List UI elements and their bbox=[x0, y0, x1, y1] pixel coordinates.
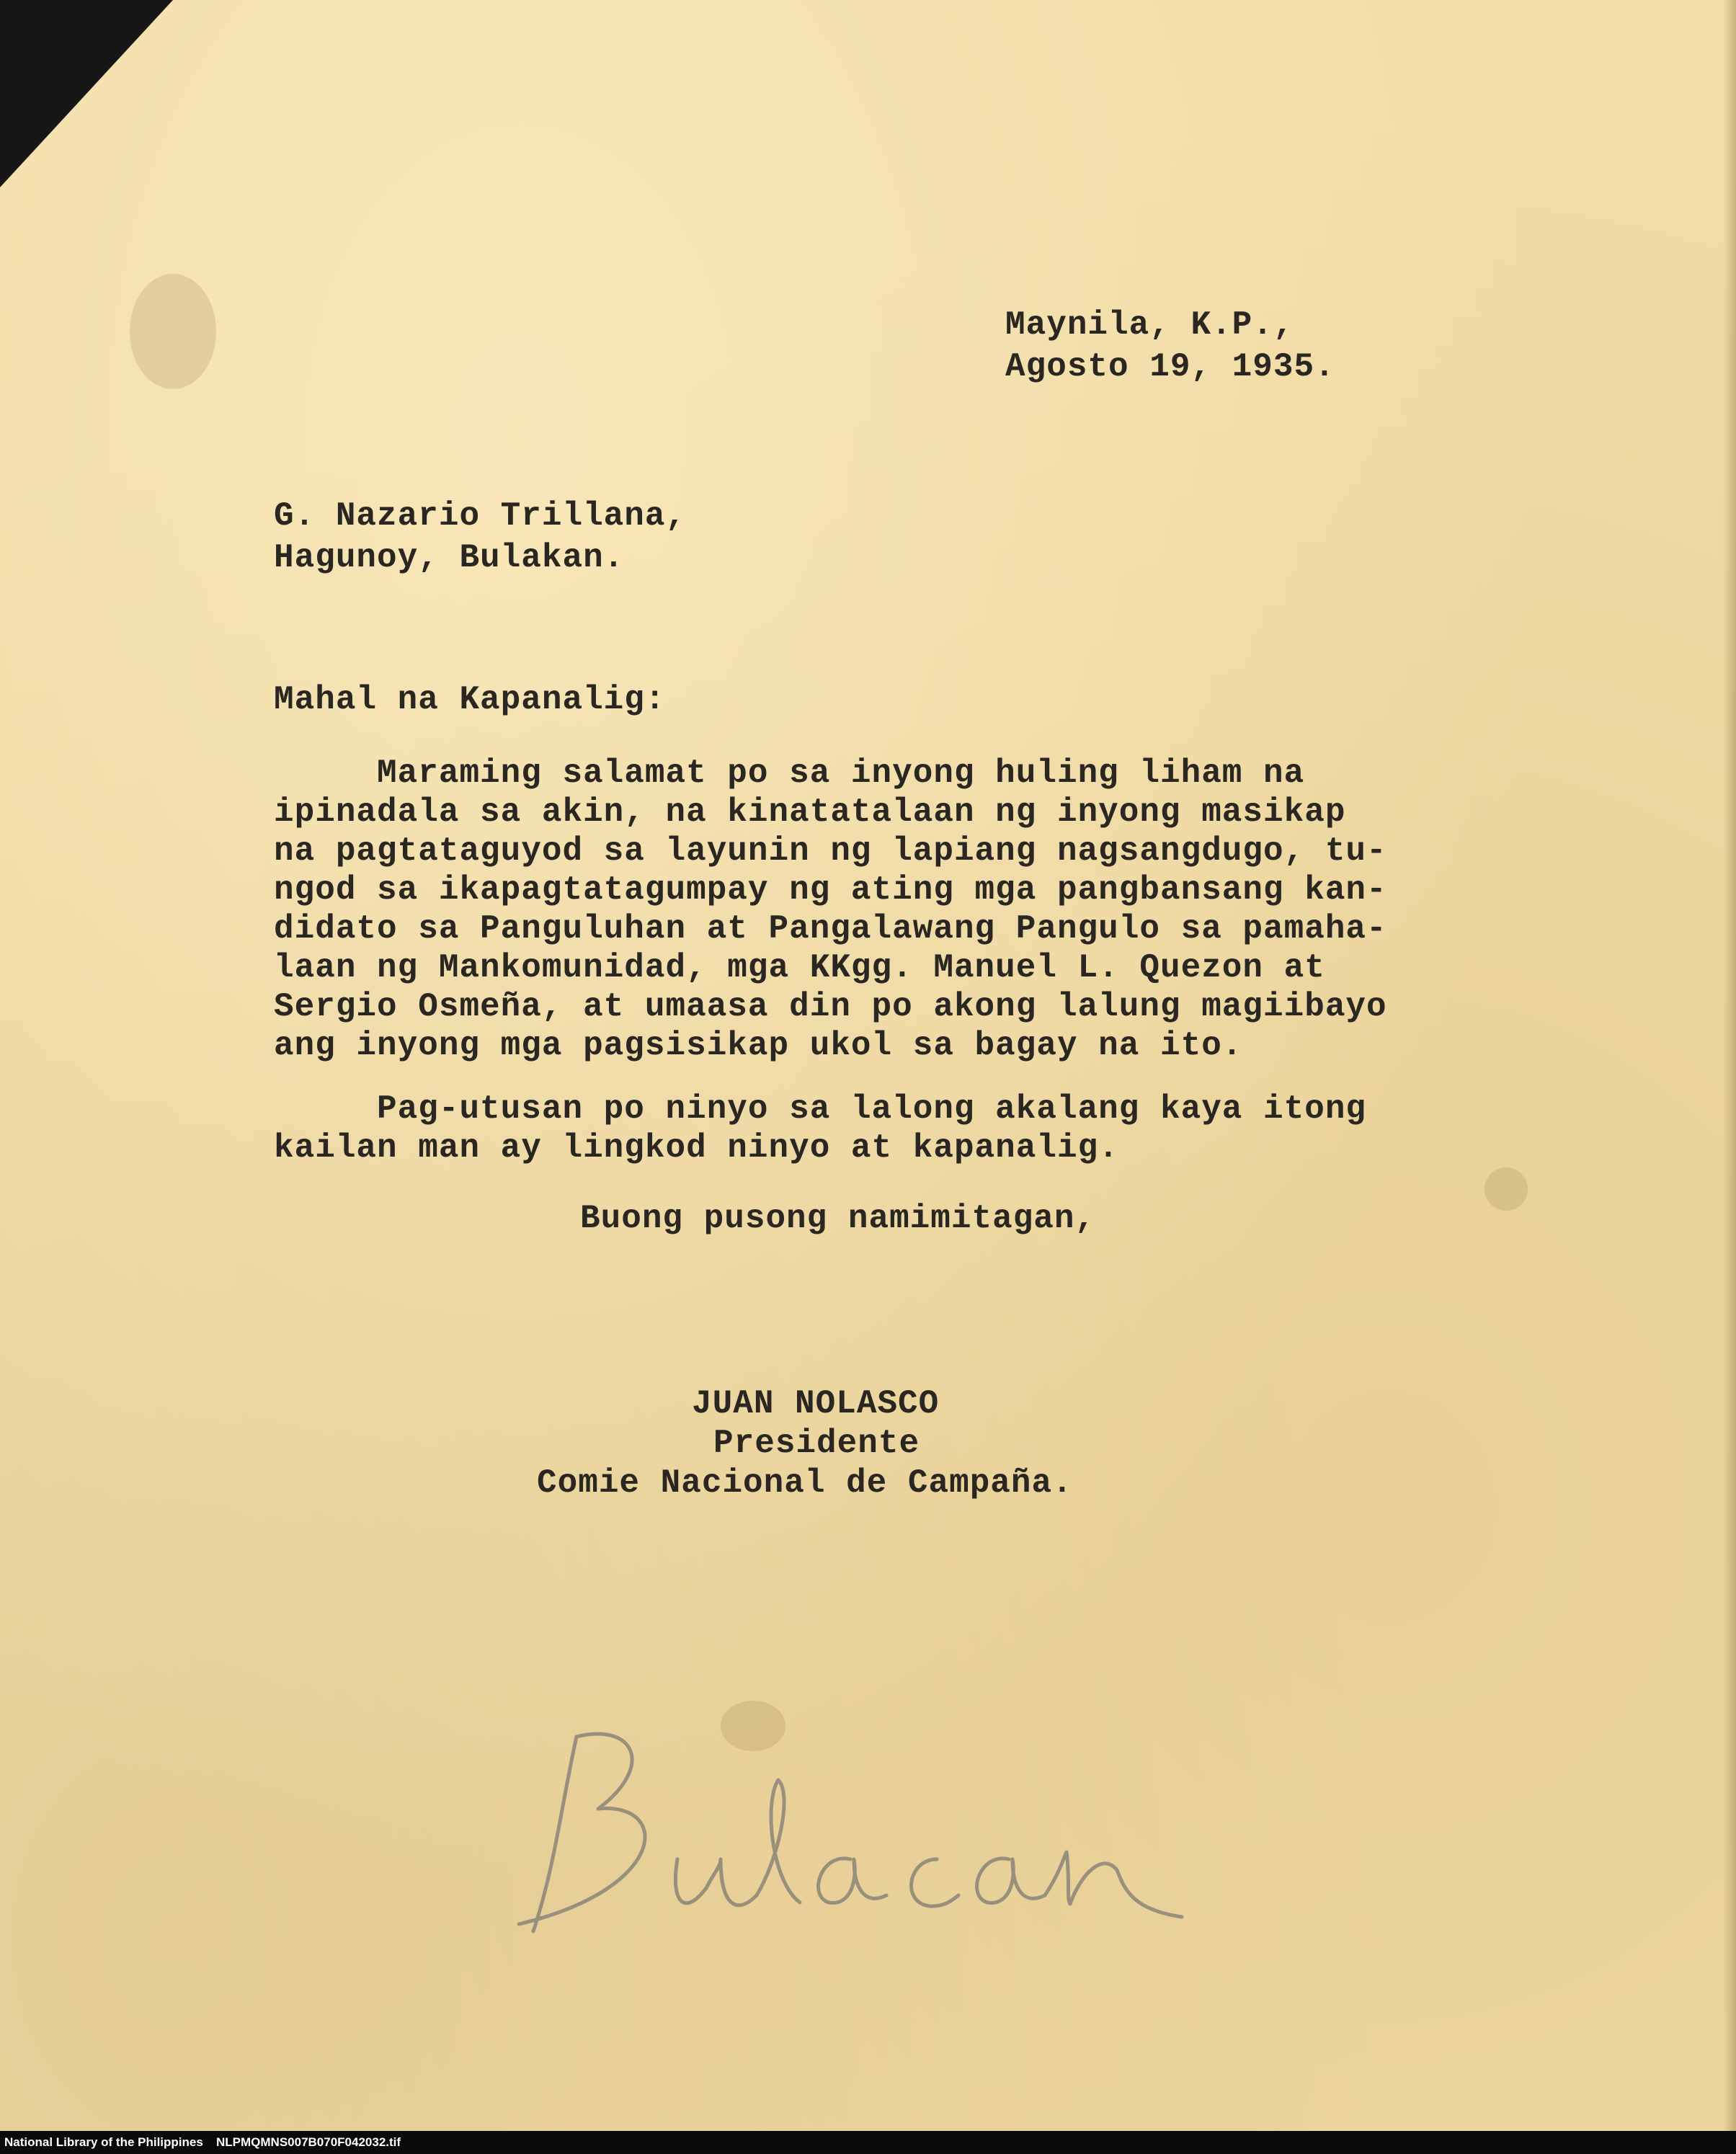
footer-institution: National Library of the Philippines bbox=[4, 2135, 203, 2149]
signer-organization: Comie Nacional de Campaña. bbox=[537, 1464, 1073, 1502]
body-line: ang inyong mga pagsisikap ukol sa bagay na ito. bbox=[274, 1027, 1243, 1064]
body-line: kailan man ay lingkod ninyo at kapanalig. bbox=[274, 1129, 1119, 1167]
signer-title: Presidente bbox=[713, 1425, 920, 1462]
paper-stain bbox=[1484, 1167, 1528, 1211]
paper-stain bbox=[130, 274, 216, 389]
body-line: didato sa Panguluhan at Pangalawang Pangulo sa pamaha- bbox=[274, 910, 1387, 948]
closing: Buong pusong namimitagan, bbox=[580, 1200, 1096, 1237]
body-line: Maraming salamat po sa inyong huling liham na bbox=[274, 755, 1305, 792]
body-line: ipinadala sa akin, na kinatatalaan ng inyong masikap bbox=[274, 793, 1346, 831]
archive-footer bbox=[0, 2131, 1736, 2154]
body-line: na pagtataguyod sa layunin ng lapiang nagsangdugo, tu- bbox=[274, 832, 1387, 870]
page-edge-shadow bbox=[1723, 0, 1736, 2154]
signer-name: JUAN NOLASCO bbox=[692, 1385, 940, 1423]
recipient-address: Hagunoy, Bulakan. bbox=[274, 539, 625, 577]
salutation: Mahal na Kapanalig: bbox=[274, 681, 666, 718]
body-line: laan ng Mankomunidad, mga KKgg. Manuel L. Quezon at bbox=[274, 949, 1325, 987]
letter-place: Maynila, K.P., bbox=[1005, 306, 1294, 344]
body-line: Sergio Osmeña, at umaasa din po akong lalung magiibayo bbox=[274, 988, 1387, 1025]
body-line: ngod sa ikapagtatagumpay ng ating mga pangbansang kan- bbox=[274, 871, 1387, 909]
torn-corner bbox=[0, 0, 173, 187]
footer-file-name: NLPMQMNS007B070F042032.tif bbox=[216, 2135, 401, 2149]
handwritten-note-bulacan bbox=[490, 1715, 1196, 1960]
recipient-name: G. Nazario Trillana, bbox=[274, 497, 687, 535]
letter-date: Agosto 19, 1935. bbox=[1005, 348, 1335, 386]
body-line: Pag-utusan po ninyo sa lalong akalang kaya itong bbox=[274, 1090, 1367, 1128]
